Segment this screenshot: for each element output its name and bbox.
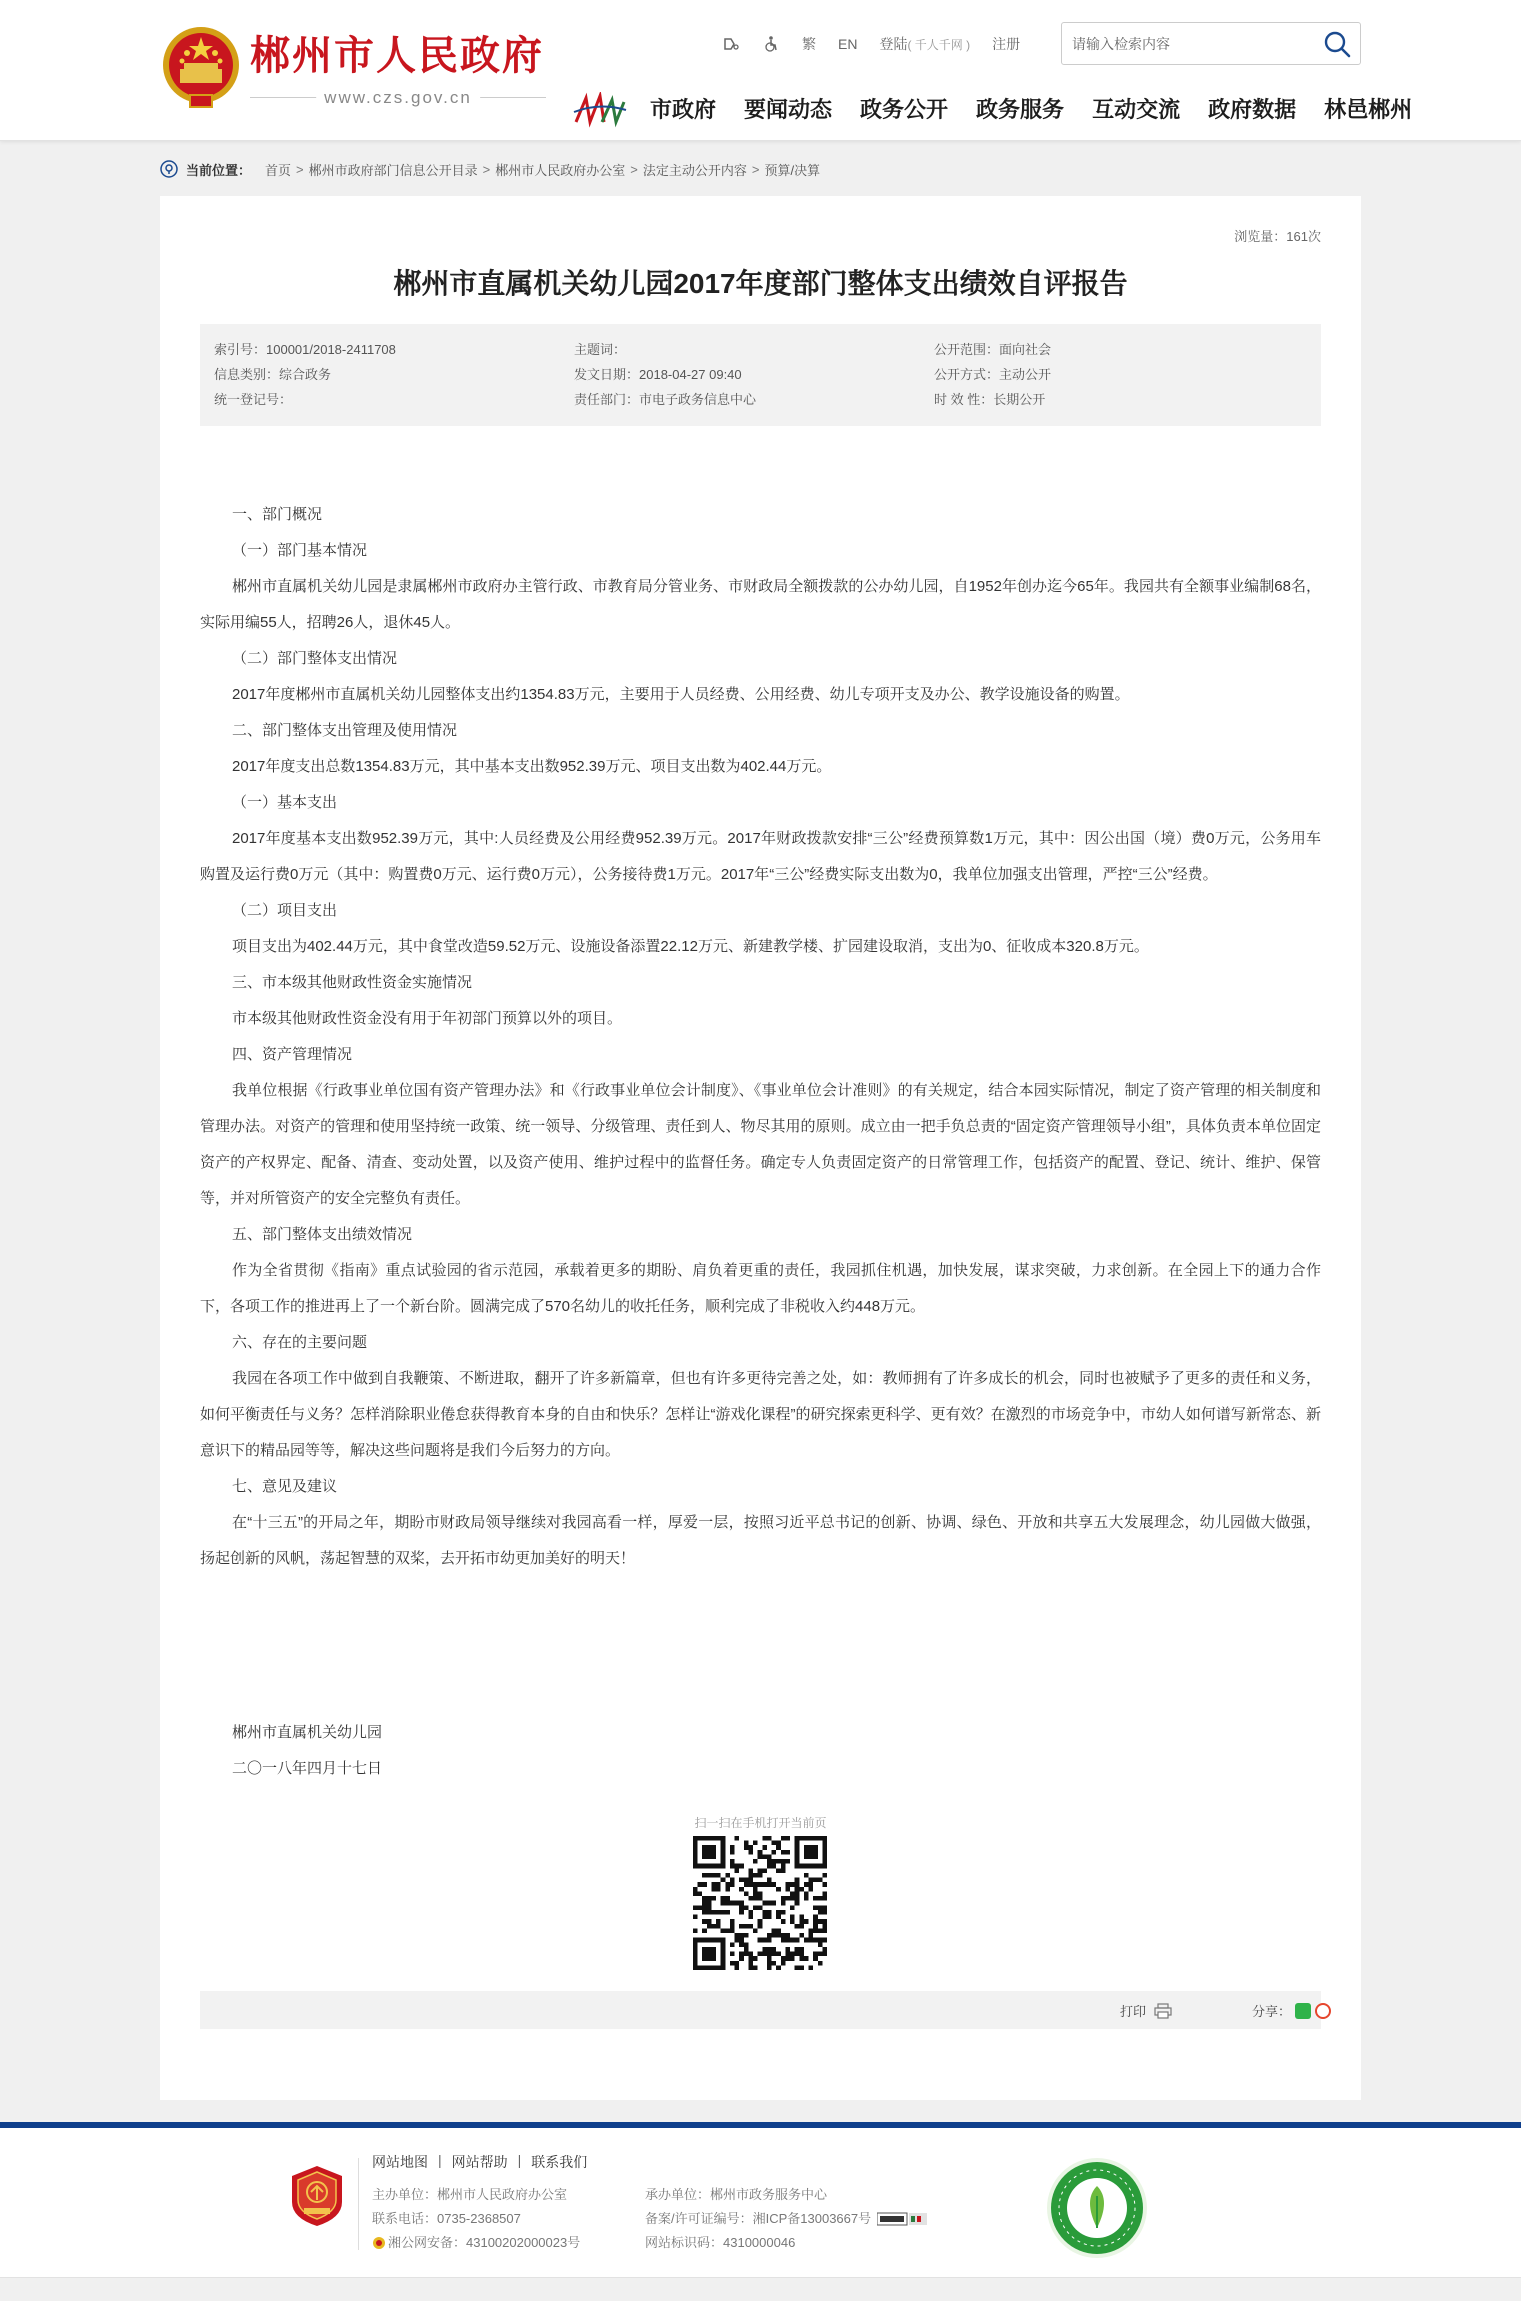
printer-icon bbox=[1154, 2003, 1172, 2019]
breadcrumb-separator: > bbox=[296, 161, 304, 177]
nav-item-gov-services[interactable]: 政务服务 bbox=[976, 97, 1065, 122]
section-heading: 三、市本级其他财政性资金实施情况 bbox=[232, 974, 473, 991]
print-button[interactable] bbox=[1120, 2001, 1172, 2020]
party-organ-badge-icon[interactable] bbox=[290, 2164, 344, 2228]
footer-icp-row[interactable] bbox=[645, 2210, 927, 2228]
breadcrumb-catalog[interactable]: 郴州市政府部门信息公开目录 bbox=[308, 162, 478, 178]
site-footer bbox=[0, 2128, 1521, 2278]
register-link[interactable]: 注册 bbox=[992, 36, 1021, 52]
qr-code-icon bbox=[693, 1836, 827, 1970]
section-heading: 二、部门整体支出管理及使用情况 bbox=[232, 722, 458, 739]
login-label: 登陆 bbox=[879, 36, 908, 52]
breadcrumb-statutory[interactable]: 法定主动公开内容 bbox=[642, 162, 747, 178]
nav-item-city-government[interactable]: 市政府 bbox=[650, 97, 717, 122]
national-emblem-icon[interactable] bbox=[160, 25, 242, 111]
nav-item-linyi-chenzhou[interactable]: 林邑郴州 bbox=[1324, 97, 1413, 122]
paragraph: 作为全省贯彻《指南》重点试验园的省示范园，承载着更多的期盼、肩负着更重的责任，我园抓住机遇，加快发展，谋求突破，力求创新。在全园上下的通力合作下，各项工作的推进再上了一个新台阶。圆满完成了570名幼儿的收托任务，顺利完成了非税收入约448万元。 bbox=[200, 1262, 1321, 1315]
breadcrumb-budget[interactable]: 预算/决算 bbox=[764, 162, 821, 178]
footer-link-separator: | bbox=[438, 2152, 442, 2168]
paragraph: 我园在各项工作中做到自我鞭策、不断进取，翻开了许多新篇章，但也有许多更待完善之处，如：教师拥有了许多成长的机会，同时也被赋予了更多的责任和义务，如何平衡责任与义务？怎样消除职业倦怠获得教育本身的自由和快乐？怎样让“游戏化课程”的研究探索更科学、更有效？在激烈的市场竞争中，市幼人如何谱写新常态、新意识下的精品园等等，解决这些问题将是我们今后努力的方向。 bbox=[200, 1370, 1321, 1459]
article-meta bbox=[200, 324, 1321, 426]
share-label: 分享： bbox=[1252, 2004, 1292, 2019]
subsection-heading: （一）基本支出 bbox=[232, 794, 338, 811]
section-heading: 七、意见及建议 bbox=[232, 1478, 338, 1495]
traditional-chinese-link[interactable]: 繁 bbox=[802, 36, 816, 52]
signature: 郴州市直属机关幼儿园 bbox=[232, 1724, 383, 1741]
accessibility-tool[interactable] bbox=[722, 35, 740, 53]
view-count: 浏览量：161次 bbox=[1234, 229, 1321, 244]
wechat-icon[interactable] bbox=[1295, 2003, 1311, 2019]
footer-link-contact[interactable]: 联系我们 bbox=[531, 2154, 588, 2170]
subsection-heading: （一）部门基本情况 bbox=[232, 542, 368, 559]
sign-date: 二〇一八年四月十七日 bbox=[232, 1760, 383, 1777]
footer-police: 湘公网安备：43100202000023号 bbox=[388, 2235, 581, 2250]
breadcrumb-office[interactable]: 郴州市人民政府办公室 bbox=[495, 162, 626, 178]
search-box bbox=[1061, 22, 1361, 65]
paragraph: 市本级其他财政性资金没有用于年初部门预算以外的项目。 bbox=[232, 1010, 623, 1027]
search-icon[interactable] bbox=[1322, 30, 1352, 58]
meta-topic: 主题词： bbox=[574, 342, 627, 357]
police-badge-icon bbox=[372, 2236, 386, 2250]
meta-date: 发文日期：2018-04-27 09:40 bbox=[574, 367, 742, 382]
footer-police-row[interactable] bbox=[372, 2234, 580, 2252]
section-heading: 六、存在的主要问题 bbox=[232, 1334, 368, 1351]
article-card bbox=[160, 196, 1361, 2100]
signature-block bbox=[200, 1715, 382, 1787]
wheelchair-icon bbox=[762, 35, 780, 53]
section-heading: 一、部门概况 bbox=[232, 506, 323, 523]
disabled-access-tool[interactable] bbox=[762, 35, 780, 53]
article-body bbox=[200, 497, 1321, 1577]
breadcrumb-label: 当前位置： bbox=[186, 162, 252, 178]
login-sub: ( 千人千网 ) bbox=[907, 37, 971, 52]
subsection-heading: （二）部门整体支出情况 bbox=[232, 650, 398, 667]
site-header bbox=[0, 0, 1521, 141]
civilization-seal-icon[interactable] bbox=[1045, 2156, 1149, 2260]
footer-undertaker: 承办单位：郴州市政务服务中心 bbox=[645, 2187, 828, 2202]
breadcrumb-home[interactable]: 首页 bbox=[265, 162, 292, 178]
location-pin-icon bbox=[160, 160, 178, 178]
footer-site-code: 网站标识码：4310000046 bbox=[645, 2235, 796, 2250]
breadcrumb bbox=[160, 158, 820, 180]
meta-scope: 公开范围：面向社会 bbox=[934, 342, 1052, 357]
top-toolbar bbox=[722, 32, 1042, 56]
footer-links bbox=[372, 2152, 587, 2172]
nav-item-interaction[interactable]: 互动交流 bbox=[1092, 97, 1181, 122]
site-url-row bbox=[250, 86, 546, 110]
paragraph: 2017年度郴州市直属机关幼儿园整体支出约1354.83万元，主要用于人员经费、公用经费、幼儿专项开支及办公、教学设施设备的购置。 bbox=[232, 686, 1130, 703]
section-heading: 五、部门整体支出绩效情况 bbox=[232, 1226, 413, 1243]
accessibility-icon bbox=[722, 35, 740, 53]
weibo-icon[interactable] bbox=[1315, 2003, 1331, 2019]
paragraph: 在“十三五”的开局之年，期盼市财政局领导继续对我园高看一样，厚爱一层，按照习近平总书记的创新、协调、绿色、开放和共享五大发展理念，幼儿园做大做强，扬起创新的风帆，荡起智慧的双桨，去开拓市幼更加美好的明天！ bbox=[200, 1514, 1321, 1567]
cnzz-stat-icon bbox=[877, 2212, 927, 2226]
meta-mode: 公开方式：主动公开 bbox=[934, 367, 1052, 382]
footer-icp: 备案/许可证编号：湘ICP备13003667号 bbox=[645, 2211, 872, 2226]
share-group bbox=[1252, 2001, 1331, 2020]
article-title: 郴州市直属机关幼儿园2017年度部门整体支出绩效自评报告 bbox=[393, 268, 1128, 299]
footer-link-help[interactable]: 网站帮助 bbox=[451, 2154, 508, 2170]
footer-link-sitemap[interactable]: 网站地图 bbox=[372, 2154, 428, 2170]
footer-link-separator: | bbox=[517, 2152, 522, 2168]
main-nav bbox=[650, 94, 1412, 126]
paragraph: 2017年度支出总数1354.83万元，其中基本支出数952.39万元、项目支出数为402.44万元。 bbox=[232, 758, 832, 775]
footer-divider bbox=[358, 2158, 359, 2250]
site-title[interactable]: 郴州市人民政府 bbox=[250, 34, 544, 78]
section-heading: 四、资产管理情况 bbox=[232, 1046, 353, 1063]
search-input[interactable] bbox=[1072, 34, 1302, 54]
meta-dept: 责任部门：市电子政务信息中心 bbox=[574, 392, 757, 407]
meta-validity: 时 效 性：长期公开 bbox=[934, 392, 1046, 407]
paragraph: 郴州市直属机关幼儿园是隶属郴州市政府办主管行政、市教育局分管业务、市财政局全额拨款的公办幼儿园，自1952年创办迄今65年。我园共有全额事业编制68名，实际用编55人，招聘26人，退休45人。 bbox=[200, 578, 1321, 631]
login-link[interactable] bbox=[879, 34, 970, 54]
meta-category: 信息类别：综合政务 bbox=[214, 367, 332, 382]
footer-phone: 联系电话：0735-2368507 bbox=[372, 2211, 521, 2226]
paragraph: 项目支出为402.44万元，其中食堂改造59.52万元、设施设备添置22.12万元、新建教学楼、扩园建设取消，支出为0、征收成本320.8万元。 bbox=[232, 938, 1149, 955]
subsection-heading: （二）项目支出 bbox=[232, 902, 338, 919]
paragraph: 2017年度基本支出数952.39万元，其中:人员经费及公用经费952.39万元。2017年财政拨款安排“三公”经费预算数1万元，其中：因公出国（境）费0万元，公务用车购置及运行费0万元（其中：购置费0万元、运行费0万元），公务接待费1万元。2017年“三公”经费实际支出数为0，我单位加强支出管理，严控“三公”经费。 bbox=[200, 830, 1321, 883]
nav-decoration-icon bbox=[572, 92, 628, 128]
breadcrumb-separator: > bbox=[751, 161, 760, 177]
footer-host: 主办单位：郴州市人民政府办公室 bbox=[372, 2187, 568, 2202]
paragraph: 我单位根据《行政事业单位国有资产管理办法》和《行政事业单位会计制度》、《事业单位会计准则》的有关规定，结合本园实际情况，制定了资产管理的相关制度和管理办法。对资产的管理和使用坚持统一政策、统一领导、分级管理、责任到人、物尽其用的原则。成立由一把手负总责的“固定资产管理领导小组”，具体负责本单位固定资产的产权界定、配备、清查、变动处置，以及资产使用、维护过程中的监督任务。确定专人负责固定资产的日常管理工作，包括资产的配置、登记、统计、维护、保管等，并对所管资产的安全完整负有责任。 bbox=[200, 1082, 1321, 1207]
meta-index-no: 索引号：100001/2018-2411708 bbox=[214, 342, 396, 357]
nav-item-news[interactable]: 要闻动态 bbox=[744, 97, 833, 122]
breadcrumb-separator: > bbox=[630, 161, 638, 177]
nav-item-gov-data[interactable]: 政府数据 bbox=[1208, 97, 1297, 122]
nav-item-gov-affairs-open[interactable]: 政务公开 bbox=[860, 97, 949, 122]
action-bar bbox=[200, 1991, 1321, 2029]
breadcrumb-separator: > bbox=[482, 161, 491, 177]
qr-caption: 扫一扫在手机打开当前页 bbox=[694, 1816, 827, 1830]
english-link[interactable]: EN bbox=[838, 36, 858, 52]
print-label: 打印 bbox=[1120, 2004, 1147, 2019]
site-url: www.czs.gov.cn bbox=[316, 86, 480, 110]
meta-reg-no: 统一登记号： bbox=[214, 392, 293, 407]
